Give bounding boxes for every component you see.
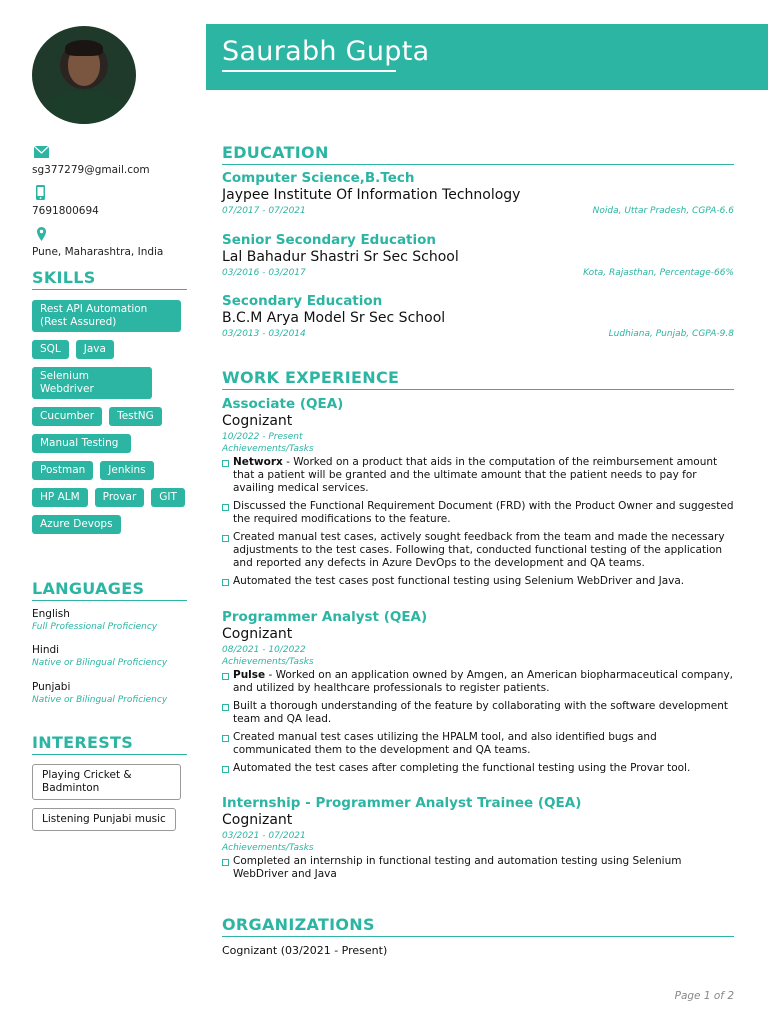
candidate-name: Saurabh Gupta xyxy=(222,36,430,67)
work-entry xyxy=(222,396,734,593)
language-item xyxy=(32,608,192,632)
dates: 03/2016 - 03/2017 xyxy=(222,268,306,278)
language-proficiency: Full Professional Proficiency xyxy=(32,622,158,632)
skill-tag: Postman xyxy=(32,461,93,480)
skill-tag: Azure Devops xyxy=(32,515,121,534)
task-item: Pulse - Worked on an application owned by Amgen, an American biopharmaceutical company, and utilized by healthcare professionals to register patients. xyxy=(222,669,734,695)
dates: 03/2021 - 07/2021 xyxy=(222,831,306,841)
dates: 03/2013 - 03/2014 xyxy=(222,329,306,339)
skill-tag: Selenium Webdriver xyxy=(32,367,152,399)
task-item: Discussed the Functional Requirement Document (FRD) with the Product Owner and suggested the required modifications to the feature. xyxy=(222,500,734,526)
task-item: Created manual test cases utilizing the HPALM tool, and also identified bugs and communicated them to the development and QA teams. xyxy=(222,731,734,757)
school: Lal Bahadur Shastri Sr Sec School xyxy=(222,249,459,265)
degree: Secondary Education xyxy=(222,293,383,309)
degree: Senior Secondary Education xyxy=(222,232,437,248)
job-title: Programmer Analyst (QEA) xyxy=(222,609,428,625)
task-item: Networx - Worked on a product that aids in the computation of the reimbursement amount that a patient will be granted and the ultimate amount that the patient needs to pay for availing medical services. xyxy=(222,456,734,495)
task-item: Automated the test cases post functional testing using Selenium WebDriver and Java. xyxy=(222,575,734,588)
language-item xyxy=(32,644,192,668)
task-list xyxy=(222,855,734,881)
skill-tag: TestNG xyxy=(109,407,162,426)
dates: 08/2021 - 10/2022 xyxy=(222,645,306,655)
page-number: Page 1 of 2 xyxy=(674,990,734,1002)
company: Cognizant xyxy=(222,812,293,828)
work-entry xyxy=(222,609,734,780)
task-item: Completed an internship in functional testing and automation testing using Selenium WebDriver and Java xyxy=(222,855,734,881)
languages-heading: LANGUAGES xyxy=(32,579,187,601)
job-title: Internship - Programmer Analyst Trainee (QEA) xyxy=(222,795,582,811)
language-name: Hindi xyxy=(32,644,60,656)
phone-icon xyxy=(36,185,50,199)
skill-tag: Manual Testing xyxy=(32,434,131,453)
language-name: Punjabi xyxy=(32,681,71,693)
organizations-heading: ORGANIZATIONS xyxy=(222,915,734,937)
location-pin-icon xyxy=(37,227,51,241)
education-entry xyxy=(222,293,734,339)
details: Ludhiana, Punjab, CGPA-9.8 xyxy=(608,329,734,339)
email[interactable]: sg377279@gmail.com xyxy=(32,164,150,176)
education-heading: EDUCATION xyxy=(222,143,734,165)
sidebar xyxy=(0,0,200,1024)
school: Jaypee Institute Of Information Technology xyxy=(222,187,521,203)
skills-list xyxy=(32,300,192,534)
tasks-label: Achievements/Tasks xyxy=(222,657,314,667)
dates: 07/2017 - 07/2021 xyxy=(222,206,306,216)
profile-photo xyxy=(32,26,136,124)
language-proficiency: Native or Bilingual Proficiency xyxy=(32,695,168,705)
location: Pune, Maharashtra, India xyxy=(32,246,164,258)
task-list xyxy=(222,456,734,588)
skill-tag: Cucumber xyxy=(32,407,102,426)
tasks-label: Achievements/Tasks xyxy=(222,444,314,454)
interests-list xyxy=(32,764,192,831)
name-underline xyxy=(222,70,396,72)
school: B.C.M Arya Model Sr Sec School xyxy=(222,310,446,326)
work-heading: WORK EXPERIENCE xyxy=(222,368,734,390)
interests-heading: INTERESTS xyxy=(32,733,187,755)
envelope-icon xyxy=(34,146,48,160)
skill-tag: Rest API Automation (Rest Assured) xyxy=(32,300,181,332)
job-title: Associate (QEA) xyxy=(222,396,344,412)
language-item xyxy=(32,681,192,705)
details: Kota, Rajasthan, Percentage-66% xyxy=(583,268,734,278)
task-item: Created manual test cases, actively sought feedback from the team and made the necessary adjustments to the test cases. Following that, conducted functional testing of the application and reported any defects in Azure DevOps to the development and QA teams. xyxy=(222,531,734,570)
skill-tag: SQL xyxy=(32,340,69,359)
skill-tag: HP ALM xyxy=(32,488,88,507)
skill-tag: Provar xyxy=(95,488,145,507)
interest-tag: Playing Cricket & Badminton xyxy=(32,764,181,800)
tasks-label: Achievements/Tasks xyxy=(222,843,314,853)
task-item: Automated the test cases after completing the functional testing using the Provar tool. xyxy=(222,762,734,775)
company: Cognizant xyxy=(222,626,293,642)
interest-tag: Listening Punjabi music xyxy=(32,808,176,831)
skill-tag: Java xyxy=(76,340,114,359)
details: Noida, Uttar Pradesh, CGPA-6.6 xyxy=(592,206,734,216)
name-banner xyxy=(206,24,768,90)
skills-heading: SKILLS xyxy=(32,268,187,290)
phone: 7691800694 xyxy=(32,205,99,217)
company: Cognizant xyxy=(222,413,293,429)
language-name: English xyxy=(32,608,70,620)
work-entry xyxy=(222,795,734,886)
task-list xyxy=(222,669,734,775)
degree: Computer Science,B.Tech xyxy=(222,170,415,186)
task-item: Built a thorough understanding of the feature by collaborating with the software development team and QA lead. xyxy=(222,700,734,726)
dates: 10/2022 - Present xyxy=(222,432,303,442)
education-entry xyxy=(222,232,734,278)
skill-tag: GIT xyxy=(151,488,185,507)
organization-item: Cognizant (03/2021 - Present) xyxy=(222,944,388,957)
skill-tag: Jenkins xyxy=(100,461,153,480)
language-proficiency: Native or Bilingual Proficiency xyxy=(32,658,168,668)
education-entry xyxy=(222,170,734,216)
